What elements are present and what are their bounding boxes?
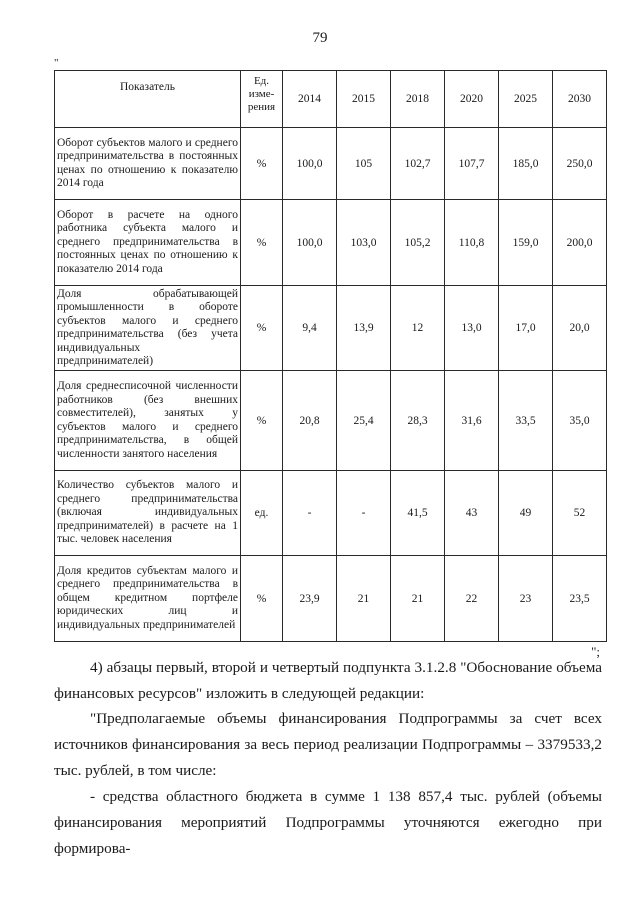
cell-value: 105 (337, 128, 391, 200)
row-unit: % (241, 556, 283, 642)
cell-value: 35,0 (553, 371, 607, 471)
cell-value: 49 (499, 471, 553, 556)
header-year: 2018 (391, 71, 445, 128)
row-unit: % (241, 200, 283, 286)
cell-value: 20,0 (553, 286, 607, 371)
table-row (55, 471, 607, 556)
cell-value: 21 (337, 556, 391, 642)
header-year: 2014 (283, 71, 337, 128)
table-header-row (55, 71, 607, 128)
page-number: 79 (312, 30, 328, 46)
cell-value: 33,5 (499, 371, 553, 471)
table-row (55, 128, 607, 200)
row-indicator-name: Количество субъектов малого и среднего предпринимательства (включая индивидуальных предпринимателей) в расчете на 1 тыс. человек населения (55, 471, 241, 556)
header-year: 2020 (445, 71, 499, 128)
header-year: 2030 (553, 71, 607, 128)
table-row (55, 556, 607, 642)
cell-value: 100,0 (283, 128, 337, 200)
table-row (55, 371, 607, 471)
cell-value: 31,6 (445, 371, 499, 471)
paragraph-funding-total: "Предполагаемые объемы финансирования Подпрограммы за счет всех источников финансирования за весь период реализации Подпрограммы – 3379533,2 тыс. рублей, в том числе: (54, 710, 602, 779)
table-row (55, 286, 607, 371)
table-row (55, 200, 607, 286)
cell-value: 185,0 (499, 128, 553, 200)
cell-value: 159,0 (499, 200, 553, 286)
cell-value: 105,2 (391, 200, 445, 286)
paragraph-amendment: 4) абзацы первый, второй и четвертый подпункта 3.1.2.8 "Обоснование объема финансовых ресурсов" изложить в следующей редакции: (54, 659, 602, 702)
cell-value: 22 (445, 556, 499, 642)
cell-value: 41,5 (391, 471, 445, 556)
cell-value: 25,4 (337, 371, 391, 471)
cell-value: 23,9 (283, 556, 337, 642)
row-indicator-name: Доля кредитов субъектам малого и среднего предпринимательства в общем кредитном портфеле юридических лиц и индивидуальных предпринимателей (55, 556, 241, 642)
cell-value: 52 (553, 471, 607, 556)
cell-value: 17,0 (499, 286, 553, 371)
opening-quote-mark: " (54, 57, 59, 69)
header-unit: Ед. изме-рения (241, 71, 283, 128)
cell-value: 23 (499, 556, 553, 642)
paragraph-regional-budget: - средства областного бюджета в сумме 1 138 857,4 тыс. рублей (объемы финансирования мероприятий Подпрограммы уточняются ежегодно при формирова- (54, 788, 602, 857)
cell-value: 13,9 (337, 286, 391, 371)
cell-value: 20,8 (283, 371, 337, 471)
cell-value: 9,4 (283, 286, 337, 371)
cell-value: 110,8 (445, 200, 499, 286)
cell-value: 103,0 (337, 200, 391, 286)
row-unit: ед. (241, 471, 283, 556)
row-indicator-name: Доля среднесписочной численности работников (без внешних совместителей), занятых у субъектов малого и среднего предпринимательства, в общей численности занятого населения (55, 371, 241, 471)
row-indicator-name: Оборот субъектов малого и среднего предпринимательства в постоянных ценах по отношению к показателю 2014 года (55, 128, 241, 200)
cell-value: 21 (391, 556, 445, 642)
cell-value: 200,0 (553, 200, 607, 286)
header-year: 2015 (337, 71, 391, 128)
row-indicator-name: Оборот в расчете на одного работника субъекта малого и среднего предпринимательства в постоянных ценах по отношению к показателю 2014 года (55, 200, 241, 286)
header-year: 2025 (499, 71, 553, 128)
row-unit: % (241, 286, 283, 371)
cell-value: 28,3 (391, 371, 445, 471)
cell-value: 100,0 (283, 200, 337, 286)
indicators-table (54, 70, 607, 642)
cell-value: 23,5 (553, 556, 607, 642)
cell-value: - (283, 471, 337, 556)
cell-value: 12 (391, 286, 445, 371)
cell-value: 107,7 (445, 128, 499, 200)
row-indicator-name: Доля обрабатывающей промышленности в обороте субъектов малого и среднего предпринимательства (без учета индивидуальных предпринимателей) (55, 286, 241, 371)
cell-value: - (337, 471, 391, 556)
cell-value: 43 (445, 471, 499, 556)
header-indicator: Показатель (55, 71, 241, 128)
cell-value: 13,0 (445, 286, 499, 371)
cell-value: 250,0 (553, 128, 607, 200)
cell-value: 102,7 (391, 128, 445, 200)
closing-quote-mark: "; (591, 644, 600, 659)
row-unit: % (241, 371, 283, 471)
row-unit: % (241, 128, 283, 200)
